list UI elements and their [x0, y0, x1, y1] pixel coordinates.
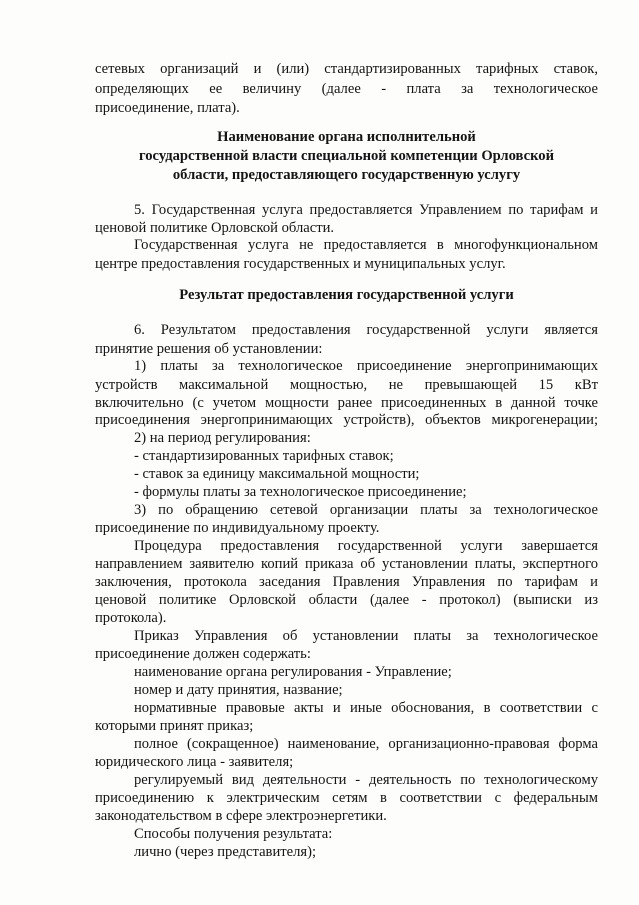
text-line: центре предоставления государственных и муниципальных услуг.: [95, 256, 506, 272]
text-line: Приказ Управления об установлении платы за технологическое: [134, 628, 598, 644]
text-line: присоединение по индивидуальному проекту.: [95, 520, 380, 536]
text-line: Способы получения результата:: [134, 826, 333, 842]
text-line: 1) платы за технологическое присоединение энергопринимающих: [134, 358, 598, 374]
text-line: - формулы платы за технологическое присоединение;: [134, 484, 467, 500]
text-line: - стандартизированных тарифных ставок;: [134, 448, 394, 464]
text-line: Государственная услуга не предоставляется в многофункциональном: [134, 237, 598, 253]
text-line: законодательством в сфере электроэнергетики.: [95, 808, 387, 824]
text-line: юридического лица - заявителя;: [95, 754, 294, 770]
text-line: присоединения энергопринимающих устройств), объектов микрогенерации;: [95, 412, 598, 428]
text-line: устройств максимальной мощностью, не превышающей 15 кВт: [95, 377, 598, 393]
text-line: присоединение должен содержать:: [95, 646, 311, 662]
text-line: ценовой политике Орловской области (далее - протокол) (выписки из: [95, 592, 598, 608]
text-line: наименование органа регулирования - Управление;: [134, 664, 452, 680]
text-line: 2) на период регулирования:: [134, 430, 311, 446]
section-heading: государственной власти специальной компетенции Орловской: [138, 148, 555, 164]
text-line: принятие решения об установлении:: [95, 341, 323, 357]
text-line: определяющих ее величину (далее - плата за технологическое: [95, 81, 598, 97]
text-line: номер и дату принятия, название;: [134, 682, 343, 698]
text-line: ценовой политике Орловской области.: [95, 220, 335, 236]
text-line: направлением заявителю копий приказа об установлении платы, экспертного: [95, 556, 598, 572]
text-line: которыми принят приказ;: [95, 718, 254, 734]
text-line: Процедура предоставления государственной услуги завершается: [134, 538, 598, 554]
text-line: присоединению к электрическим сетям в соответствии с федеральным: [95, 790, 598, 806]
text-line: полное (сокращенное) наименование, организационно-правовая форма: [134, 736, 598, 752]
text-line: 6. Результатом предоставления государственной услуги является: [134, 322, 598, 338]
text-line: - ставок за единицу максимальной мощности;: [134, 466, 420, 482]
text-line: 3) по обращению сетевой организации платы за технологическое: [134, 502, 598, 518]
text-line: нормативные правовые акты и иные обоснования, в соответствии с: [134, 700, 598, 716]
text-line: включительно (с учетом мощности ранее присоединенных в данной точке: [95, 395, 598, 411]
text-line: 5. Государственная услуга предоставляется Управлением по тарифам и: [134, 202, 598, 218]
text-line: лично (через представителя);: [134, 844, 317, 860]
text-line: заключения, протокола заседания Правления Управления по тарифам и: [95, 574, 598, 590]
text-line: присоединение, плата).: [95, 100, 240, 116]
section-heading: области, предоставляющего государственную услугу: [172, 167, 521, 183]
section-heading: Наименование органа исполнительной: [217, 129, 476, 145]
text-line: регулируемый вид деятельности - деятельность по технологическому: [134, 772, 598, 788]
section-heading: Результат предоставления государственной услуги: [179, 287, 514, 303]
text-line: сетевых организаций и (или) стандартизированных тарифных ставок,: [95, 61, 598, 77]
text-line: протокола).: [95, 610, 167, 626]
